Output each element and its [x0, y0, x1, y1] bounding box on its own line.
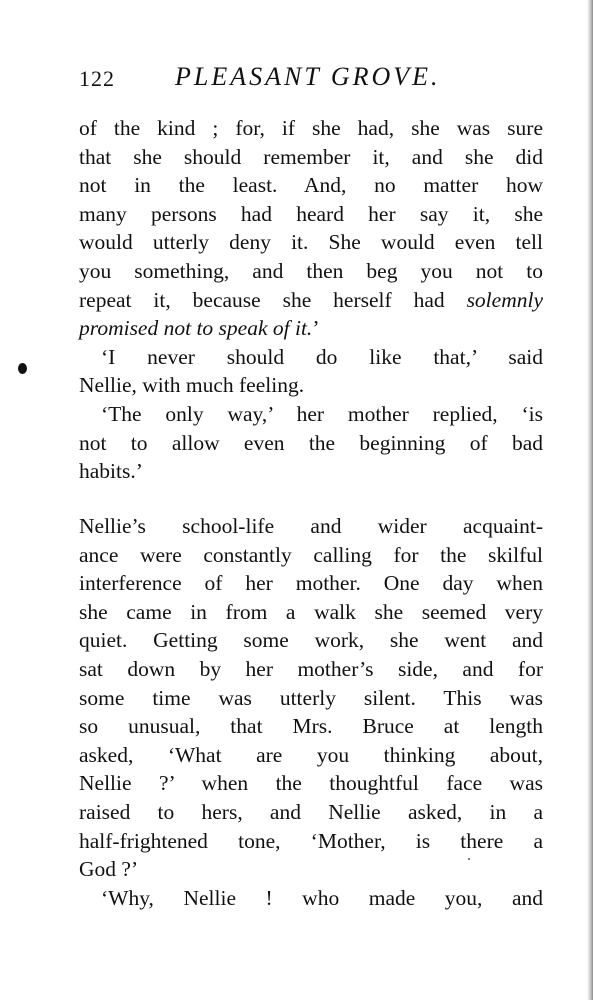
text-line: so unusual, that Mrs. Bruce at length: [79, 714, 543, 739]
text-line: some time was utterly silent. This was: [79, 685, 543, 710]
text-line: Nellie’s school-life and wider acquaint-: [79, 514, 543, 538]
text-line: quiet. Getting some work, she went and: [79, 628, 543, 653]
text-line: would utterly deny it. She would even tell: [79, 230, 543, 255]
text-line: not in the least. And, no matter how: [79, 173, 543, 198]
ink-speck: [468, 858, 470, 860]
page-edge-shadow: [587, 0, 593, 1000]
text-line: half-frightened tone, ‘Mother, is there a: [79, 828, 543, 853]
text-line-mixed: [79, 314, 543, 343]
text-line: not to allow even the beginning of bad: [79, 430, 543, 455]
text-block-lower: [79, 512, 543, 912]
closing-quote: ’: [312, 316, 320, 341]
page-number: 122: [79, 66, 115, 91]
text-line: she came in from a walk she seemed very: [79, 599, 543, 624]
running-title: PLEASANT GROVE.: [175, 62, 441, 91]
text-line: ance were constantly calling for the skilful: [79, 542, 543, 567]
ink-blot: [18, 363, 27, 374]
text-line: many persons had heard her say it, she: [79, 201, 543, 226]
text-line: God ?’: [79, 857, 139, 882]
text-line: Nellie ?’ when the thoughtful face was: [79, 771, 543, 796]
page-header: [79, 60, 459, 94]
text-line-mixed: [79, 286, 543, 315]
italic-text: solemnly: [466, 287, 543, 312]
text-line: interference of her mother. One day when: [79, 571, 543, 596]
text-line: sat down by her mother’s side, and for: [79, 656, 543, 681]
text-line: asked, ‘What are you thinking about,: [79, 742, 543, 767]
text-block-upper: [79, 114, 543, 486]
text-line: Nellie, with much feeling.: [79, 373, 305, 398]
text-line: habits.’: [79, 459, 143, 484]
text-line: ‘I never should do like that,’ said: [101, 344, 543, 369]
text-line: ‘Why, Nellie ! who made you, and: [101, 885, 543, 910]
text-segment: repeat it, because she herself had: [79, 287, 445, 312]
text-line: ‘The only way,’ her mother replied, ‘is: [101, 401, 543, 426]
italic-text: promised not to speak of it.: [79, 316, 313, 341]
text-line: raised to hers, and Nellie asked, in a: [79, 799, 543, 824]
text-line: you something, and then beg you not to: [79, 258, 543, 283]
text-line: of the kind ; for, if she had, she was sure: [79, 116, 543, 140]
text-line: that she should remember it, and she did: [79, 144, 543, 169]
